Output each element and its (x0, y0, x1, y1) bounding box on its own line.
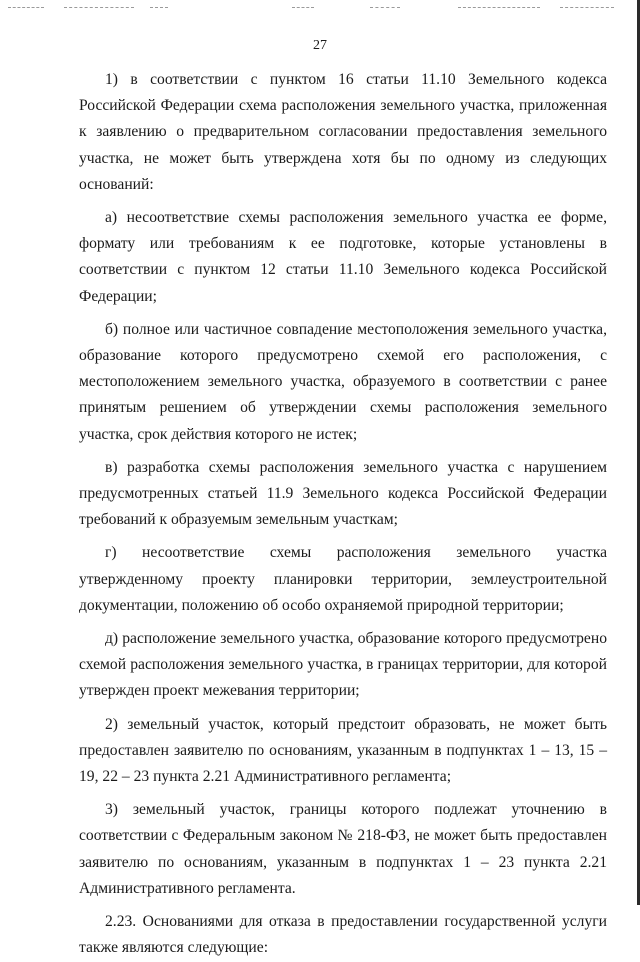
paragraph-subitem-d: д) расположение земельного участка, образование которого предусмотрено схемой расположения земельного участка, в границах территории, для которой утвержден проект межевания территории; (79, 630, 607, 700)
scan-edge-mark (292, 7, 314, 9)
document-body (79, 67, 607, 962)
paragraph-subitem-a: а) несоответствие схемы расположения земельного участка ее форме, формату или требованиям к ее подготовке, которые установлены в соответствии с пунктом 12 статьи 11.10 Земельного кодекса Российской Федерации; (79, 209, 607, 305)
scan-edge-mark (150, 7, 168, 9)
paragraph-item-2: 2) земельный участок, который предстоит образовать, не может быть предоставлен заявителю по основаниям, указанным в подпунктах 1 – 13, 15 – 19, 22 – 23 пункта 2.21 Административного регламента; (79, 715, 607, 786)
paragraph-subitem-g: г) несоответствие схемы расположения земельного участка утвержденному проекту планировки территории, землеустроительной документации, положению об особо охраняемой природной территории; (79, 544, 607, 614)
paragraph-subitem-v: в) разработка схемы расположения земельного участка с нарушением предусмотренных статьей 11.9 Земельного кодекса Российской Федерации требований к образуемым земельным участкам; (79, 458, 607, 529)
page-number: 27 (313, 38, 327, 53)
paragraph-item-1: 1) в соответствии с пунктом 16 статьи 11.10 Земельного кодекса Российской Федерации схема расположения земельного участка, приложенная к заявлению о предварительном согласовании предоставления земельного участка, не может быть утверждена хотя бы по одному из следующих оснований: (79, 71, 607, 193)
paragraph-subitem-b: б) полное или частичное совпадение местоположения земельного участка, образование которого предусмотрено схемой его расположения, с местоположением земельного участка, образуемого в соответствии с ранее принятым решением об утверждении схемы расположения земельного участка, срок действия которого не истек; (79, 320, 607, 443)
scan-edge-mark (64, 7, 134, 9)
scan-edge-mark (370, 7, 400, 9)
scan-edge-mark (8, 7, 44, 9)
scan-edge-mark (458, 7, 540, 9)
scan-edge-mark (560, 7, 614, 9)
paragraph-section-2-23: 2.23. Основаниями для отказа в предоставлении государственной услуги также являются следующие: (79, 913, 607, 957)
paragraph-item-3: 3) земельный участок, границы которого подлежат уточнению в соответствии с Федеральным законом № 218-ФЗ, не может быть предоставлен заявителю по основаниям, указанным в подпунктах 1 – 23 пункта 2.21 Административного регламента. (79, 801, 607, 897)
